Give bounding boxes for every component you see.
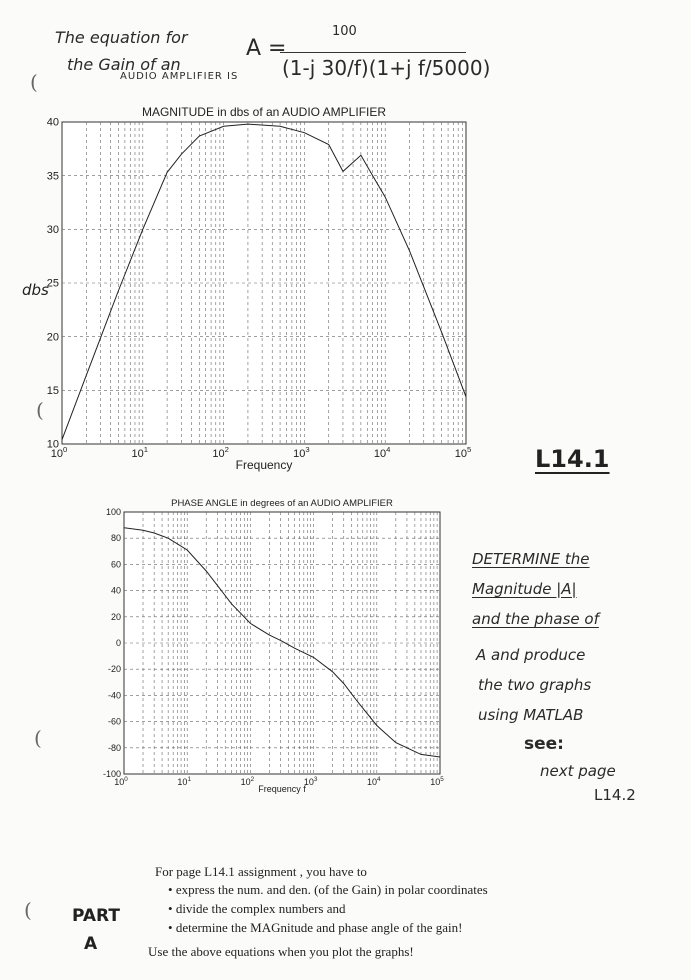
y-tick-label: 40 xyxy=(110,585,121,596)
y-tick-label: 20 xyxy=(110,611,121,622)
part-letter: A xyxy=(84,934,98,954)
y-tick-label: 100 xyxy=(105,507,121,517)
y-tick-label: 25 xyxy=(46,277,59,290)
equation-lhs: A = xyxy=(246,36,287,61)
note-line-1: DETERMINE the xyxy=(472,550,590,568)
note-line-6: using MATLAB xyxy=(478,706,584,724)
y-axis-label: dbs xyxy=(22,281,49,299)
equation-numerator: 100 xyxy=(332,24,357,39)
y-tick-label: 40 xyxy=(46,116,59,129)
y-tick-label: -40 xyxy=(107,690,121,701)
plot-frame xyxy=(124,512,440,774)
series-line xyxy=(124,528,440,757)
series-line xyxy=(62,124,466,440)
y-tick-label: -100 xyxy=(102,769,121,779)
x-tick-label: $10^1$ xyxy=(177,775,191,787)
part-word: PART xyxy=(72,906,120,926)
y-tick-label: 80 xyxy=(110,533,121,544)
y-tick-label: 35 xyxy=(46,170,59,183)
x-axis-label: Frequency f xyxy=(258,784,306,794)
x-tick-label: $10^5$ xyxy=(430,775,444,787)
x-tick-label: $10^0$ xyxy=(50,445,68,460)
x-tick-label: $10^4$ xyxy=(373,445,391,460)
part-label xyxy=(72,902,120,958)
footer-list xyxy=(168,882,488,939)
margin-mark: ( xyxy=(36,398,44,422)
margin-mark: ( xyxy=(34,726,42,750)
y-tick-label: 10 xyxy=(46,438,59,451)
x-axis-label: Frequency xyxy=(235,458,293,472)
margin-mark: ( xyxy=(24,898,32,922)
y-tick-label: 20 xyxy=(46,331,59,344)
footer-item: • divide the complex numbers and xyxy=(168,901,488,917)
x-tick-label: $10^2$ xyxy=(212,445,229,460)
y-tick-label: 15 xyxy=(46,385,59,397)
x-tick-label: $10^3$ xyxy=(303,775,318,787)
header-text-line3: AUDIO AMPLIFIER IS xyxy=(120,71,239,82)
x-tick-label: $10^4$ xyxy=(367,775,381,787)
note-line-5: the two graphs xyxy=(478,676,592,694)
header-text-line1: The equation for xyxy=(55,28,188,47)
next-page-ref: L14.2 xyxy=(594,786,636,804)
note-line-2: Magnitude |A| xyxy=(472,580,577,598)
equation-denominator: (1-j 30/f)(1+j f/5000) xyxy=(282,56,491,80)
footer-intro: For page L14.1 assignment , you have to xyxy=(155,864,367,879)
x-tick-label: $10^3$ xyxy=(293,445,310,460)
y-tick-label: 30 xyxy=(46,224,59,236)
chart-title: MAGNITUDE in dbs of an AUDIO AMPLIFIER xyxy=(141,105,387,119)
fraction-bar xyxy=(280,52,466,53)
next-page-label: next page xyxy=(540,762,616,780)
note-line-4: A and produce xyxy=(476,646,586,664)
footer-item: • express the num. and den. (of the Gain) in polar coordinates xyxy=(168,882,488,898)
y-tick-label: -80 xyxy=(107,742,121,753)
gain-equation xyxy=(246,22,491,82)
x-tick-label: $10^1$ xyxy=(131,445,149,460)
chart-title: PHASE ANGLE in degrees of an AUDIO AMPLIFIER xyxy=(171,498,393,509)
header-text-line2: the Gain of an xyxy=(67,55,181,74)
page-label: L14.1 xyxy=(535,445,610,473)
margin-mark: ( xyxy=(30,70,38,94)
footer-final: Use the above equations when you plot the graphs! xyxy=(148,944,414,959)
y-tick-label: -60 xyxy=(107,716,121,727)
x-tick-label: $10^0$ xyxy=(114,775,128,787)
x-tick-label: $10^5$ xyxy=(454,445,472,460)
note-line-3: and the phase of xyxy=(472,610,599,628)
y-tick-label: 0 xyxy=(115,638,121,648)
plot-frame xyxy=(62,122,466,444)
footer-item: • determine the MAGnitude and phase angle of the gain! xyxy=(168,920,488,936)
y-tick-label: -20 xyxy=(107,664,121,675)
x-tick-label: $10^2$ xyxy=(240,775,255,787)
see-label: see: xyxy=(524,734,564,754)
y-tick-label: 60 xyxy=(110,559,121,570)
